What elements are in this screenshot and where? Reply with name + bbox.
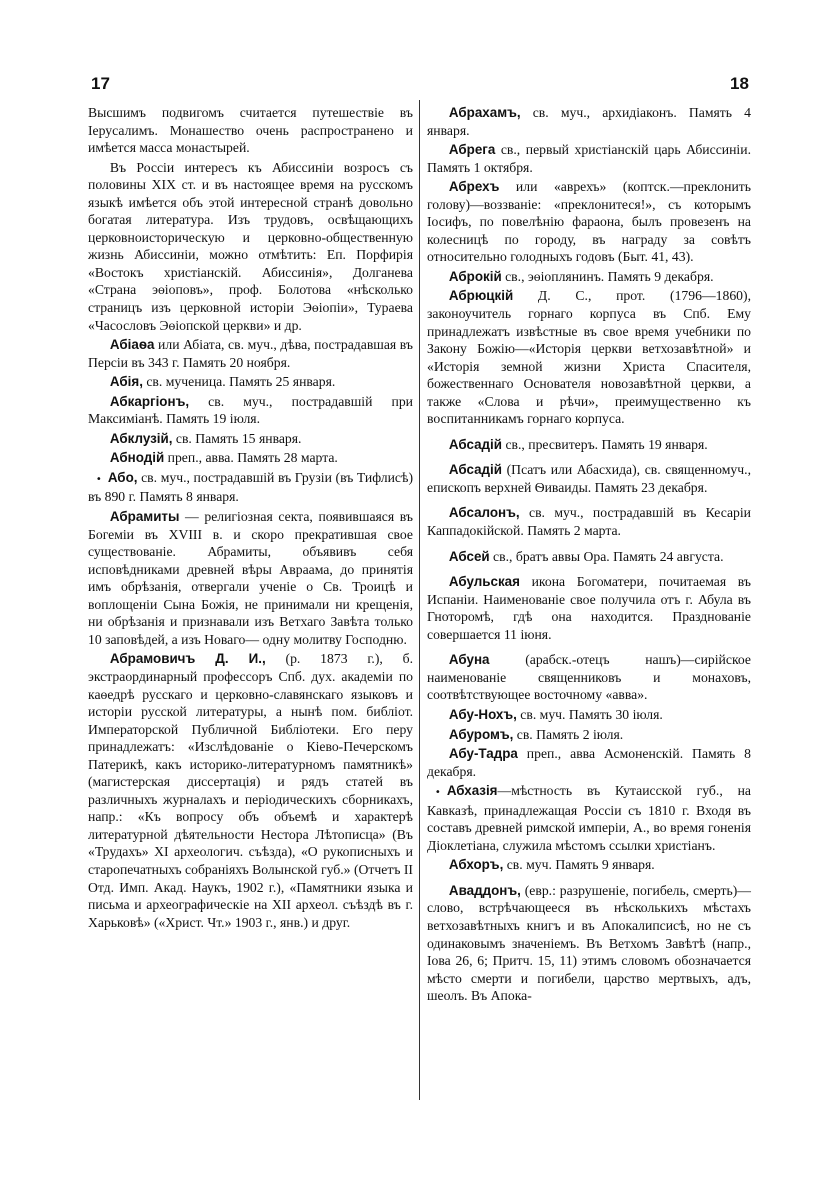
entry-headword: Аброкій: [448, 268, 502, 284]
entry-text: Въ Россіи интересъ къ Абиссиніи возросъ съ половины XIX ст. и въ настоящее время на русскомъ языкѣ имѣется объ этой интересной странѣ довольно богатая литература. Изъ трудовъ, освѣщающихъ церковноисторическую и церковно-общественную жизнь Абиссиніи, можно отмѣтить: Еп. Порфирія «Востокъ христіанскій. Абиссинія», Долганева «Страна эѳіоповъ», проф. Болотова «нѣсколько страницъ изъ церковной исторіи Эѳіопіи», Тураева «Часословъ Эѳіопской церкви» и др.: [88, 159, 413, 333]
dictionary-entry: [88, 508, 413, 648]
entry-headword: Абуромъ,: [448, 726, 514, 742]
entry-text: (Псатъ или Абасхида), св. священномуч., епископъ верхней Ѳиваиды. Память 23 декабря.: [427, 462, 751, 495]
dictionary-entry: [88, 650, 413, 931]
dictionary-entry: [88, 449, 413, 467]
entry-headword: Абсадій: [448, 462, 503, 478]
entry-text: св. муч. Память 9 января.: [503, 857, 655, 873]
dictionary-entry: [88, 336, 413, 371]
entry-text: Д. С., прот. (1796—1860), законоучитель горнаго корпуса въ Спб. Ему принадлежатъ извѣстные въ свое время учебники по Закону Божію—«Исторія церкви ветхозавѣтной» и «Исторія земной жизни Христа Спасителя, божественнаго Основателя новозавѣтной церкви, а также «Слова и рѣчи», преимущественно къ воспитанникамъ горнаго корпуса.: [427, 288, 751, 427]
dictionary-entry: [427, 141, 751, 176]
entry-headword: Абрега: [448, 142, 496, 158]
entry-headword: Абу-Тадра: [448, 746, 518, 762]
entry-headword: Абуна: [448, 652, 490, 668]
dictionary-entry: [427, 104, 751, 139]
dictionary-entry: [427, 782, 751, 854]
entry-text: (евр.: разрушеніе, погибель, смерть)—слово, встрѣчающееся въ нѣсколькихъ мѣстахъ ветхозавѣтныхъ книгъ и въ Апокалипсисѣ, но не съ одинаковымъ значеніемъ. Въ Ветхомъ Завѣтѣ (напр., Іова 26, 6; Притч. 15, 11) этимъ словомъ обозначается мѣсто смерти и погибели, царство мертвыхъ, адъ, шеолъ. Въ Апока-: [427, 882, 751, 1004]
entry-text: (арабск.-отецъ нашъ)—сирійское наименованіе священниковъ и монаховъ, соотвѣтствующее восточному «авва».: [427, 652, 751, 703]
entry-text: — религіозная секта, появившаяся въ Богеміи въ XVIII в. и скоро прекратившая свое существованіе. Абрамиты, объявивъ себя исповѣдниками древней вѣры Авраама, до принятія имъ обрѣзанія, отвергали ученіе о Св. Троицѣ и воплощеніи Сына Божія, не принимали ни крещенія, ни обрѣзанія и признавали изъ Ветхаго Завѣта только 10 заповѣдей, а изъ Новаго— одну молитву Господню.: [88, 509, 413, 647]
dictionary-entry: [427, 461, 751, 496]
entry-text: св. муч., архидіаконъ. Память 4 января.: [427, 105, 751, 138]
entry-headword: Абнодій: [109, 450, 165, 466]
entry-text: св. Память 15 января.: [172, 430, 302, 446]
entry-text: св., первый христіанскій царь Абиссиніи. Память 1 октября.: [427, 142, 751, 175]
dictionary-entry: [88, 430, 413, 448]
dictionary-entry: [427, 548, 751, 566]
entry-headword: Абу-Нохъ,: [448, 706, 517, 722]
entry-text: св. мученица. Память 25 января.: [142, 374, 336, 390]
dictionary-entry: [427, 726, 751, 744]
entry-headword: Абхазія: [446, 783, 498, 799]
dictionary-entry: [88, 159, 413, 334]
dictionary-entry: [427, 178, 751, 266]
dictionary-entry: [427, 287, 751, 427]
entry-text: св. муч., пострадавшій при Максиміанѣ. Память 19 іюля.: [88, 393, 413, 427]
entry-text: св. Память 2 іюля.: [513, 726, 624, 742]
entry-text: св., эѳіоплянинъ. Память 9 декабря.: [501, 268, 714, 284]
dictionary-entry: [427, 504, 751, 539]
entry-headword: Або,: [107, 469, 138, 485]
dictionary-entry: [427, 436, 751, 454]
entry-text: или «аврехъ» (коптск.—преклонить голову)—воззваніе: «преклонитеся!», съ которымъ Іосифъ, по повелѣнію фараона, былъ провезенъ на колесницѣ по городу, въ награду за совѣтъ относительно голодныхъ годовъ (Быт. 41, 43).: [427, 179, 751, 265]
entry-text: св., пресвитеръ. Память 19 января.: [502, 436, 708, 452]
entry-headword: Абрехъ: [448, 179, 500, 195]
dictionary-entry: [427, 706, 751, 724]
entry-headword: Аваддонъ,: [448, 882, 521, 898]
bullet-mark-icon: •: [434, 787, 441, 799]
dictionary-entry: [427, 573, 751, 643]
entry-text: преп., авва. Память 28 марта.: [164, 450, 338, 466]
entry-text: св. муч., пострадавшій въ Кесаріи Каппадокійской. Память 2 марта.: [427, 505, 751, 539]
entry-headword: Абсадій: [448, 436, 503, 452]
entry-headword: Абклузій,: [109, 430, 173, 446]
entry-headword: Абрюцкій: [448, 288, 514, 304]
dictionary-entry: [88, 104, 413, 157]
dictionary-entry: [427, 856, 751, 874]
entry-headword: Абрамиты: [109, 509, 180, 525]
right-column: [427, 104, 751, 1007]
column-divider: [419, 100, 420, 1100]
entry-text: (р. 1873 г.), б. экстраординарный профессоръ Спб. дух. академіи по каѳедрѣ русскаго и церковно-славянскаго языковъ и исторіи русской литературы, а нынѣ пом. библіот. Императорской Публичной Библіотеки. Его перу принадлежатъ: «Изслѣдованіе о Кіево-Печерскомъ Патерикѣ, какъ историко-литературномъ памятникѣ» (магистерская диссертація) и рядъ статей въ различныхъ журналахъ и періодическихъ сборникахъ, напр.: «Къ вопросу объ объемѣ и характерѣ литературной дѣятельности Нестора Лѣтописца» (Въ «Трудахъ» XI археологич. съѣзда), «О рукописныхъ и старопечатныхъ собраніяхъ Волынской губ.» (Отчетъ II Отд. Имп. Акад. Наукъ, 1902 г.), «Памятники языка и письма и археографическіе на XII археол. съѣздѣ въ г. Харьковѣ» («Христ. Чт.» 1903 г., янв.) и друг.: [88, 651, 413, 930]
entry-headword: Абсалонъ,: [448, 505, 520, 521]
page-number-right: 18: [730, 74, 749, 93]
entry-headword: Абіаѳа: [109, 337, 155, 353]
dictionary-entry: [427, 882, 751, 1005]
entry-text: св. муч. Память 30 іюля.: [516, 706, 663, 722]
entry-text: Высшимъ подвигомъ считается путешествіе въ Іерусалимъ. Монашество очень распространено и имѣется масса монастырей.: [88, 105, 413, 156]
dictionary-entry: [88, 469, 413, 506]
entry-text: или Абіата, св. муч., дѣва, пострадавшая въ Персіи въ 343 г. Память 20 ноября.: [88, 337, 413, 370]
page-number-left: 17: [91, 74, 110, 93]
entry-headword: Абкаргіонъ,: [109, 393, 190, 409]
entry-headword: Абія,: [109, 374, 143, 390]
entry-headword: Абульская: [448, 574, 520, 590]
dictionary-entry: [427, 651, 751, 704]
entry-text: св., братъ аввы Ора. Память 24 августа.: [489, 548, 724, 564]
entry-headword: Абрахамъ,: [448, 105, 521, 120]
entry-headword: Абхоръ,: [448, 857, 504, 873]
entry-text: св. муч., пострадавшій въ Грузіи (въ Тифлисѣ) въ 890 г. Память 8 января.: [88, 469, 413, 505]
left-column: [88, 104, 413, 933]
dictionary-entry: [88, 393, 413, 428]
entry-headword: Абрамовичъ Д. И.,: [109, 651, 266, 667]
bullet-mark-icon: •: [95, 473, 102, 485]
dictionary-entry: [427, 745, 751, 780]
entry-headword: Абсей: [448, 548, 490, 564]
dictionary-entry: [427, 268, 751, 286]
dictionary-entry: [88, 373, 413, 391]
entry-text: —мѣстность въ Кутаисской губ., на Кавказѣ, принадлежащая Россіи съ 1810 г. Входя въ составъ древней римской имперіи, А., во время гоненія Діоклетіана, служила мѣстомъ ссылки христіанъ.: [427, 783, 751, 853]
entry-text: икона Богоматери, почитаемая въ Испаніи. Наименованіе свое получила отъ г. Абула въ Гнотоpомѣ, гдѣ она находится. Празднованіе совершается 11 іюня.: [427, 574, 751, 642]
entry-text: преп., авва Асмоненскій. Память 8 декабря.: [427, 746, 751, 779]
